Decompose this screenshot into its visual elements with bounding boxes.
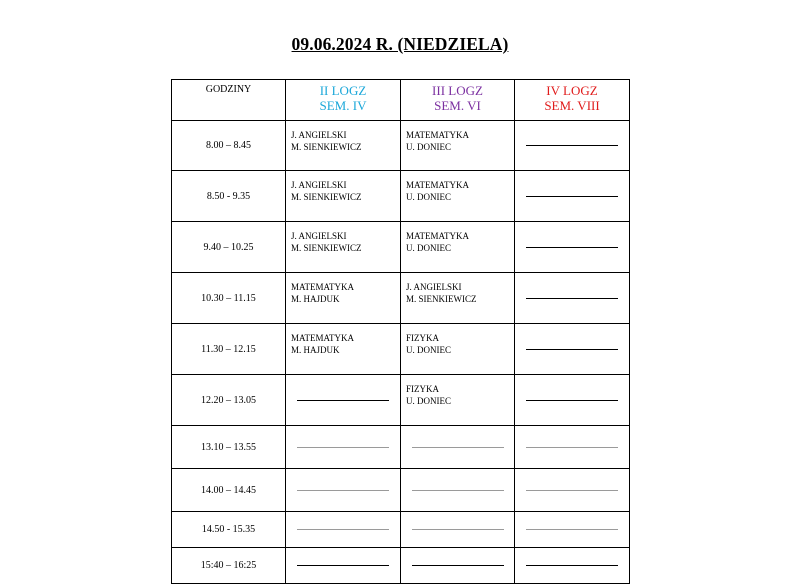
subject-name: MATEMATYKA xyxy=(291,333,354,343)
time-slot: 14.00 – 14.45 xyxy=(172,469,286,512)
empty-slot xyxy=(515,324,630,375)
empty-slot xyxy=(515,222,630,273)
class-cell xyxy=(401,121,515,171)
empty-slot-line xyxy=(526,298,618,299)
group-header xyxy=(286,80,401,121)
class-cell xyxy=(286,273,401,324)
empty-slot xyxy=(401,512,515,548)
teacher-name: M. SIENKIEWICZ xyxy=(291,142,362,152)
time-slot: 12.20 – 13.05 xyxy=(172,375,286,426)
class-cell xyxy=(286,121,401,171)
subject-name: MATEMATYKA xyxy=(291,282,354,292)
group-header-line2: SEM. VIII xyxy=(544,98,600,113)
subject-name: J. ANGIELSKI xyxy=(291,130,347,140)
teacher-name: U. DONIEC xyxy=(406,345,451,355)
table-row xyxy=(172,375,630,426)
empty-slot-line xyxy=(412,447,504,448)
empty-slot xyxy=(286,469,401,512)
empty-slot-line xyxy=(526,196,618,197)
class-cell xyxy=(286,171,401,222)
empty-slot xyxy=(515,375,630,426)
class-cell xyxy=(401,171,515,222)
time-slot: 9.40 – 10.25 xyxy=(172,222,286,273)
teacher-name: U. DONIEC xyxy=(406,396,451,406)
teacher-name: U. DONIEC xyxy=(406,243,451,253)
teacher-name: M. HAJDUK xyxy=(291,345,340,355)
time-slot: 14.50 - 15.35 xyxy=(172,512,286,548)
empty-slot xyxy=(515,171,630,222)
empty-slot-line xyxy=(526,247,618,248)
teacher-name: M. SIENKIEWICZ xyxy=(406,294,477,304)
empty-slot xyxy=(515,469,630,512)
time-slot: 8.50 - 9.35 xyxy=(172,171,286,222)
empty-slot-line xyxy=(412,529,504,530)
table-row xyxy=(172,171,630,222)
subject-name: J. ANGIELSKI xyxy=(291,180,347,190)
subject-name: MATEMATYKA xyxy=(406,130,469,140)
group-header-line1: II LOGZ xyxy=(319,83,367,98)
empty-slot-line xyxy=(526,447,618,448)
teacher-name: U. DONIEC xyxy=(406,192,451,202)
group-header-line1: III LOGZ xyxy=(432,83,483,98)
empty-slot xyxy=(515,273,630,324)
empty-slot xyxy=(515,426,630,469)
class-cell xyxy=(401,273,515,324)
empty-slot xyxy=(401,469,515,512)
empty-slot-line xyxy=(297,529,389,530)
schedule-body xyxy=(172,121,630,584)
subject-name: FIZYKA xyxy=(406,333,439,343)
class-cell xyxy=(401,222,515,273)
subject-name: MATEMATYKA xyxy=(406,180,469,190)
table-row xyxy=(172,273,630,324)
table-row xyxy=(172,469,630,512)
schedule-table xyxy=(171,79,630,584)
page-title: 09.06.2024 R. (NIEDZIELA) xyxy=(291,34,509,54)
empty-slot-line xyxy=(526,529,618,530)
teacher-name: M. SIENKIEWICZ xyxy=(291,243,362,253)
time-column-header: GODZINY xyxy=(172,80,286,121)
empty-slot-line xyxy=(297,400,389,401)
time-slot: 11.30 – 12.15 xyxy=(172,324,286,375)
subject-name: MATEMATYKA xyxy=(406,231,469,241)
time-slot: 13.10 – 13.55 xyxy=(172,426,286,469)
empty-slot xyxy=(401,426,515,469)
group-header xyxy=(515,80,630,121)
group-header-line2: SEM. VI xyxy=(434,98,481,113)
group-header-line1: IV LOGZ xyxy=(546,83,598,98)
table-row xyxy=(172,324,630,375)
empty-slot xyxy=(515,512,630,548)
table-row xyxy=(172,512,630,548)
empty-slot-line xyxy=(526,349,618,350)
group-header-line2: SEM. IV xyxy=(319,98,367,113)
empty-slot xyxy=(515,121,630,171)
teacher-name: M. HAJDUK xyxy=(291,294,340,304)
class-cell xyxy=(286,324,401,375)
empty-slot xyxy=(286,512,401,548)
table-row xyxy=(172,222,630,273)
subject-name: J. ANGIELSKI xyxy=(291,231,347,241)
table-row xyxy=(172,121,630,171)
class-cell xyxy=(401,375,515,426)
empty-slot xyxy=(286,426,401,469)
group-header xyxy=(401,80,515,121)
time-slot: 8.00 – 8.45 xyxy=(172,121,286,171)
teacher-name: M. SIENKIEWICZ xyxy=(291,192,362,202)
subject-name: FIZYKA xyxy=(406,384,439,394)
empty-slot-line xyxy=(297,447,389,448)
header-row xyxy=(172,80,630,121)
class-cell xyxy=(286,222,401,273)
class-cell xyxy=(401,324,515,375)
empty-slot-line xyxy=(297,490,389,491)
time-slot: 15:40 – 16:25 xyxy=(172,548,286,584)
subject-name: J. ANGIELSKI xyxy=(406,282,462,292)
empty-slot-line xyxy=(526,145,618,146)
empty-slot xyxy=(286,375,401,426)
empty-slot-line xyxy=(526,400,618,401)
empty-slot-line xyxy=(526,490,618,491)
teacher-name: U. DONIEC xyxy=(406,142,451,152)
time-slot: 10.30 – 11.15 xyxy=(172,273,286,324)
empty-slot-line xyxy=(412,490,504,491)
table-row xyxy=(172,426,630,469)
